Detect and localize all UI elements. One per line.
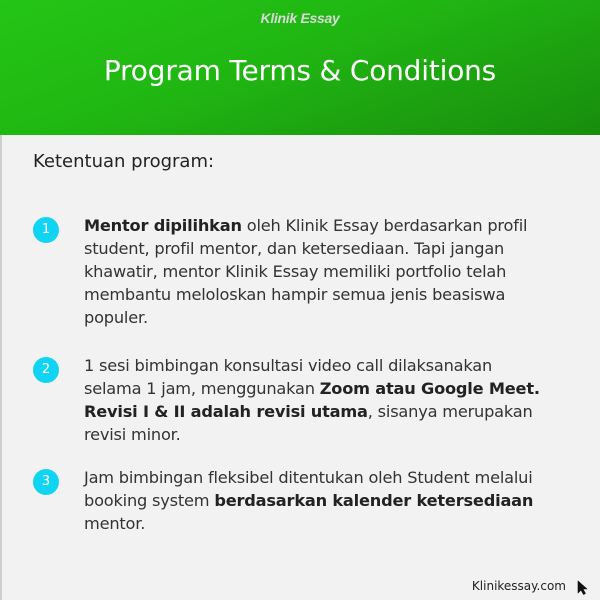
term-text-regular: Jam bimbingan fleksibel ditentukan oleh Student melalui booking system bbox=[84, 468, 533, 510]
term-text-regular: oleh Klinik Essay berdasarkan profil student, profil mentor, dan ketersediaan. Tapi jangan khawatir, mentor Klinik Essay memiliki portfolio telah membantu meloloskan hampir semua jenis beasiswa populer. bbox=[84, 216, 528, 327]
term-text-bold: Zoom atau Google Meet. Revisi I & II adalah revisi utama bbox=[84, 379, 540, 421]
term-text-regular: , sisanya merupakan revisi minor. bbox=[84, 402, 533, 444]
term-text-regular: 1 sesi bimbingan konsultasi video call dilaksanakan selama 1 jam, menggunakan bbox=[84, 356, 493, 398]
mouse-pointer-icon bbox=[577, 580, 588, 595]
term-text bbox=[84, 214, 554, 329]
website-link[interactable]: Klinikessay.com bbox=[471, 579, 566, 593]
number-badge: 2 bbox=[33, 357, 59, 383]
term-text-bold: berdasarkan kalender ketersediaan bbox=[214, 491, 534, 510]
intro-heading: Ketentuan program: bbox=[33, 151, 215, 172]
term-text bbox=[84, 354, 554, 446]
number-badge: 3 bbox=[33, 469, 59, 495]
page-title: Program Terms & Conditions bbox=[103, 54, 497, 87]
header-banner bbox=[0, 0, 600, 135]
brand-logo: Klinik Essay bbox=[260, 10, 340, 26]
number-badge: 1 bbox=[33, 217, 59, 243]
term-text-bold: Mentor dipilihkan bbox=[84, 216, 242, 235]
term-text bbox=[84, 466, 554, 535]
term-text-regular: mentor. bbox=[84, 514, 146, 533]
